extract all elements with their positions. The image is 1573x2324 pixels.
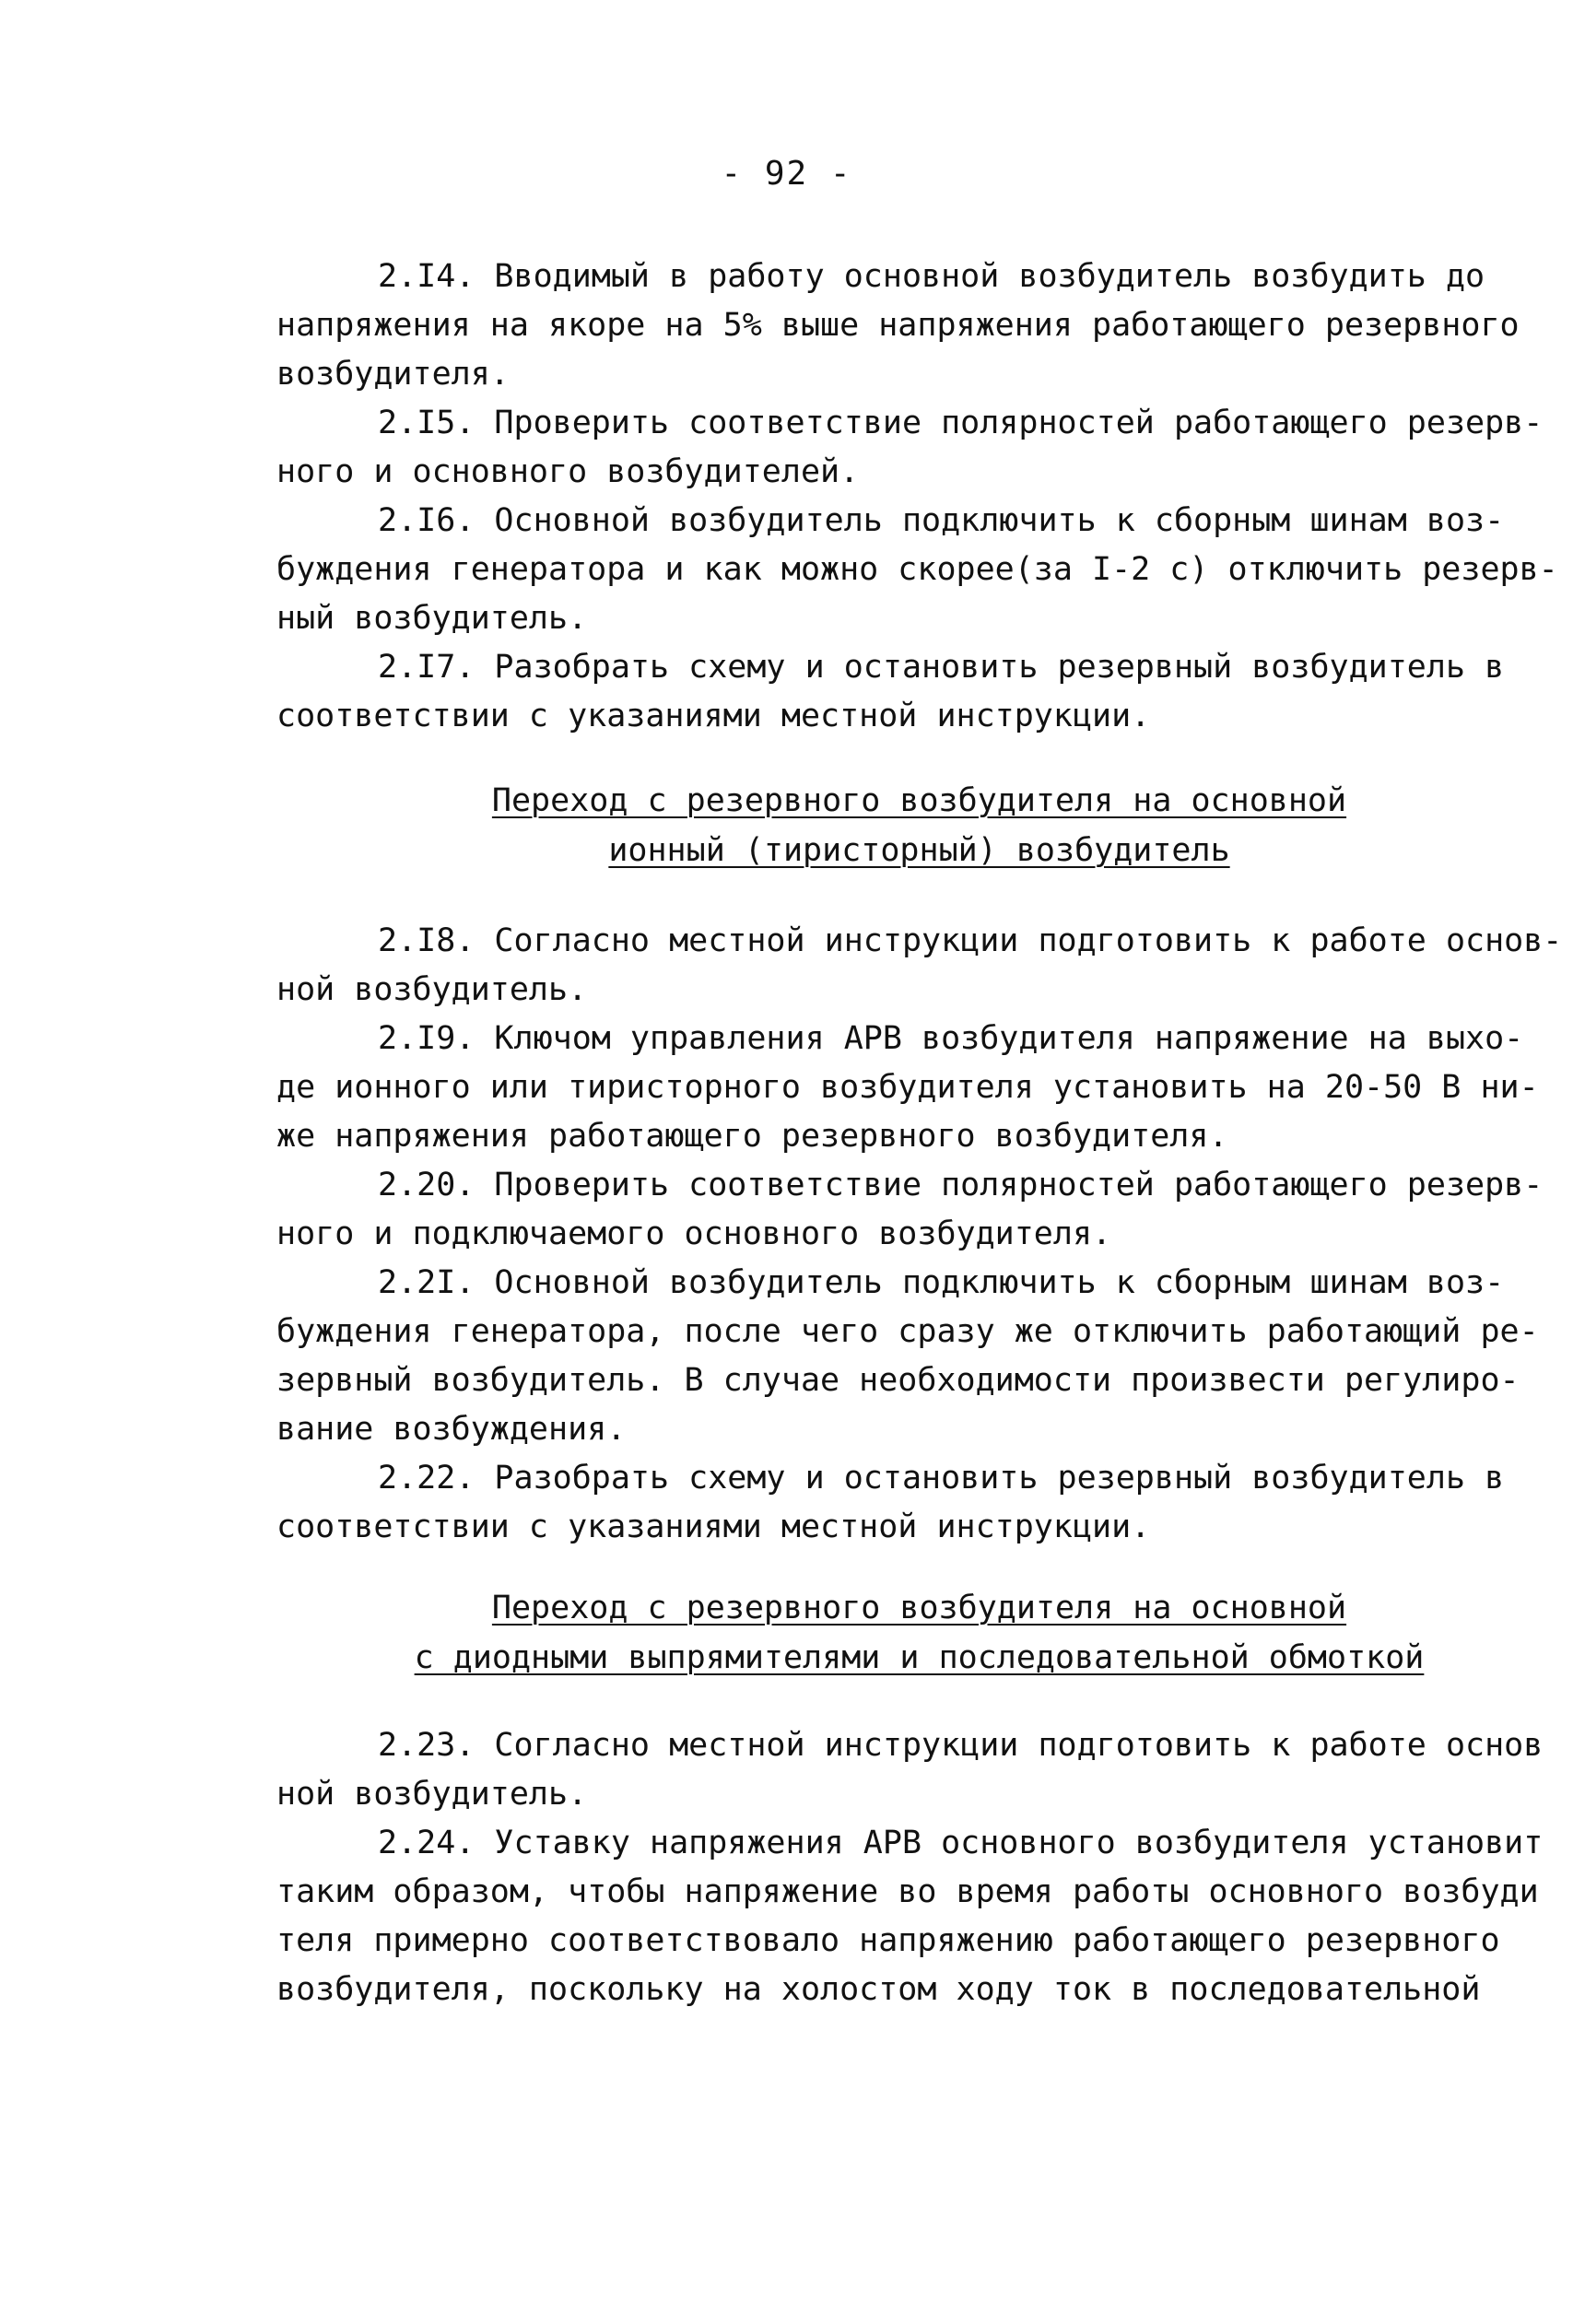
text-line: ного и основного возбудителей. bbox=[276, 453, 860, 490]
section-heading-line: ионный (тиристорный) возбудитель bbox=[608, 832, 1230, 869]
text-line: ной возбудитель. bbox=[276, 1776, 588, 1813]
paragraph-block-2 bbox=[276, 917, 1562, 1552]
text-line: 2.20. Проверить соответствие полярностей работающего резерв- bbox=[378, 1167, 1544, 1203]
section-heading-2 bbox=[276, 1583, 1562, 1683]
text-line: 2.I4. Вводимый в работу основной возбудитель возбудить до bbox=[378, 258, 1485, 295]
text-line: вание возбуждения. bbox=[276, 1411, 627, 1448]
section-heading-line: Переход с резервного возбудителя на основной bbox=[491, 782, 1347, 819]
text-line: 2.22. Разобрать схему и остановить резервный возбудитель в bbox=[378, 1460, 1505, 1497]
text-line: теля примерно соответствовало напряжению работающего резервного bbox=[276, 1922, 1500, 1959]
text-line: 2.I6. Основной возбудитель подключить к сборным шинам воз- bbox=[378, 502, 1505, 539]
text-line: 2.24. Уставку напряжения АРВ основного возбудителя установит bbox=[378, 1825, 1544, 1861]
text-line: возбудителя, поскольку на холостом ходу ток в последовательной bbox=[276, 1971, 1481, 2008]
text-line: ного и подключаемого основного возбудителя. bbox=[276, 1215, 1112, 1252]
text-line: буждения генератора, после чего сразу же отключить работающий ре- bbox=[276, 1313, 1539, 1350]
paragraph-block-1 bbox=[276, 252, 1562, 741]
text-line: таким образом, чтобы напряжение во время работы основного возбуди bbox=[276, 1873, 1539, 1910]
text-line: 2.I5. Проверить соответствие полярностей работающего резерв- bbox=[378, 405, 1544, 441]
text-line: де ионного или тиристорного возбудителя установить на 20-50 В ни- bbox=[276, 1069, 1539, 1106]
text-line: 2.I9. Ключом управления АРВ возбудителя напряжение на выхо- bbox=[378, 1020, 1524, 1057]
text-line: напряжения на якоре на 5% выше напряжения работающего резервного bbox=[276, 307, 1520, 344]
text-line: 2.2I. Основной возбудитель подключить к сборным шинам воз- bbox=[378, 1264, 1505, 1301]
text-line: возбудителя. bbox=[276, 356, 510, 393]
text-line: буждения генератора и как можно скорее(за I-2 с) отключить резерв- bbox=[276, 551, 1558, 588]
text-line: ной возбудитель. bbox=[276, 971, 588, 1008]
text-line: 2.I7. Разобрать схему и остановить резервный возбудитель в bbox=[378, 649, 1505, 686]
text-line: 2.23. Согласно местной инструкции подготовить к работе основ bbox=[378, 1727, 1544, 1764]
section-heading-line: Переход с резервного возбудителя на основной bbox=[491, 1590, 1347, 1626]
text-line: ный возбудитель. bbox=[276, 600, 588, 637]
text-line: зервный возбудитель. В случае необходимости произвести регулиро- bbox=[276, 1362, 1520, 1399]
text-line: же напряжения работающего резервного возбудителя. bbox=[276, 1118, 1228, 1155]
text-line: соответствии с указаниями местной инструкции. bbox=[276, 698, 1151, 734]
text-line: 2.I8. Согласно местной инструкции подготовить к работе основ- bbox=[378, 922, 1562, 959]
page-number: - 92 - bbox=[721, 155, 852, 193]
paragraph-block-3 bbox=[276, 1721, 1562, 2014]
text-line: соответствии с указаниями местной инструкции. bbox=[276, 1508, 1151, 1545]
section-heading-1 bbox=[276, 776, 1562, 875]
section-heading-line: с диодными выпрямителями и последовательной обмоткой bbox=[414, 1639, 1425, 1676]
